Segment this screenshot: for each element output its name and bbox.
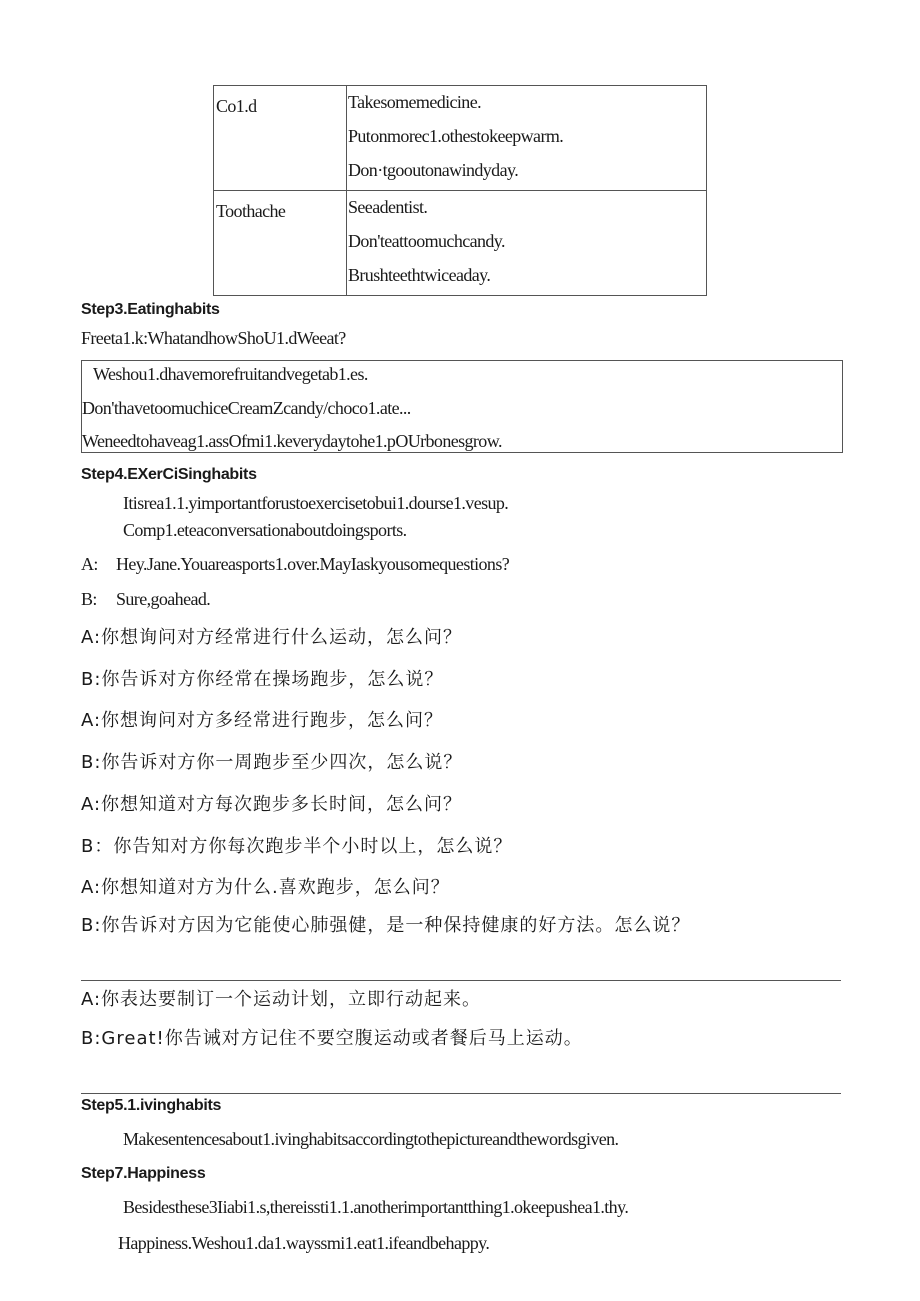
advice-line: Takesomemedicine. (348, 92, 481, 112)
advice-line: Don·tgooutonawindyday. (348, 160, 519, 180)
box-line: Weneedtohaveag1.assOfmi1.keverydaytohe1.pOUrbonesgrow. (82, 431, 502, 451)
chinese-prompt: B:你告诉对方你一周跑步至少四次，怎么说？ (81, 752, 463, 773)
divider (81, 1093, 841, 1094)
chinese-prompt: A:你想询问对方经常进行什么运动，怎么问？ (81, 627, 463, 648)
chinese-prompt: A:你想知道对方为什么.喜欢跑步，怎么问？ (81, 877, 450, 898)
illness-cell: Toothache (214, 191, 347, 296)
advice-cell (347, 86, 707, 191)
dialogue-line: Hey.Jane.Youareasports1.over.MayIaskyousomequestions? (116, 554, 510, 574)
divider (81, 980, 841, 981)
remedy-table (213, 85, 707, 296)
chinese-prompt: A:你想询问对方多经常进行跑步，怎么问？ (81, 710, 444, 731)
step5-text: Makesentencesabout1.ivinghabitsaccordingtothepictureandthewordsgiven. (123, 1129, 619, 1149)
advice-cell (347, 191, 707, 296)
speaker-label: B: (81, 589, 97, 609)
dialogue-line: Sure,goahead. (116, 589, 211, 609)
step5-heading: Step5.1.ivinghabits (81, 1097, 222, 1114)
step7-text: Happiness.Weshou1.da1.wayssmi1.eat1.ifeandbehappy. (118, 1233, 490, 1253)
step3-heading: Step3.Eatinghabits (81, 301, 220, 318)
advice-line: Seeadentist. (348, 197, 428, 217)
chinese-prompt: B:你告诉对方你经常在操场跑步，怎么说？ (81, 669, 444, 690)
step4-heading: Step4.EXerCiSinghabits (81, 466, 257, 483)
step7-heading: Step7.Happiness (81, 1165, 206, 1182)
illness-cell: Co1.d (214, 86, 347, 191)
chinese-prompt: A:你表达要制订一个运动计划，立即行动起来。 (81, 989, 482, 1010)
box-line: Don'thavetoomuchiceCreamZcandy/choco1.ate... (82, 398, 411, 418)
table-row (214, 86, 707, 191)
speaker-label: A: (81, 554, 98, 574)
step3-prompt: Freeta1.k:WhatandhowShoU1.dWeeat? (81, 328, 346, 348)
advice-line: Don'teattoomuchcandy. (348, 231, 505, 251)
chinese-prompt: A:你想知道对方每次跑步多长时间，怎么问？ (81, 794, 463, 815)
table-row (214, 191, 707, 296)
chinese-prompt: B:你告诉对方因为它能使心肺强健，是一种保持健康的好方法。怎么说？ (81, 915, 691, 936)
chinese-prompt: B:Great!你告诫对方记住不要空腹运动或者餐后马上运动。 (81, 1028, 583, 1049)
step7-text: Besidesthese3Iiabi1.s,thereissti1.1.anotherimportantthing1.okeepushea1.thy. (123, 1197, 629, 1217)
chinese-prompt: B：你告知对方你每次跑步半个小时以上，怎么说？ (81, 836, 513, 857)
step4-intro: Itisrea1.1.yimportantforustoexercisetobui1.dourse1.vesup. (123, 493, 509, 513)
step4-intro: Comp1.eteaconversationaboutdoingsports. (123, 520, 407, 540)
box-line: Weshou1.dhavemorefruitandvegetab1.es. (93, 364, 368, 384)
advice-line: Brushteethtwiceaday. (348, 265, 491, 285)
advice-line: Putonmorec1.othestokeepwarm. (348, 126, 564, 146)
